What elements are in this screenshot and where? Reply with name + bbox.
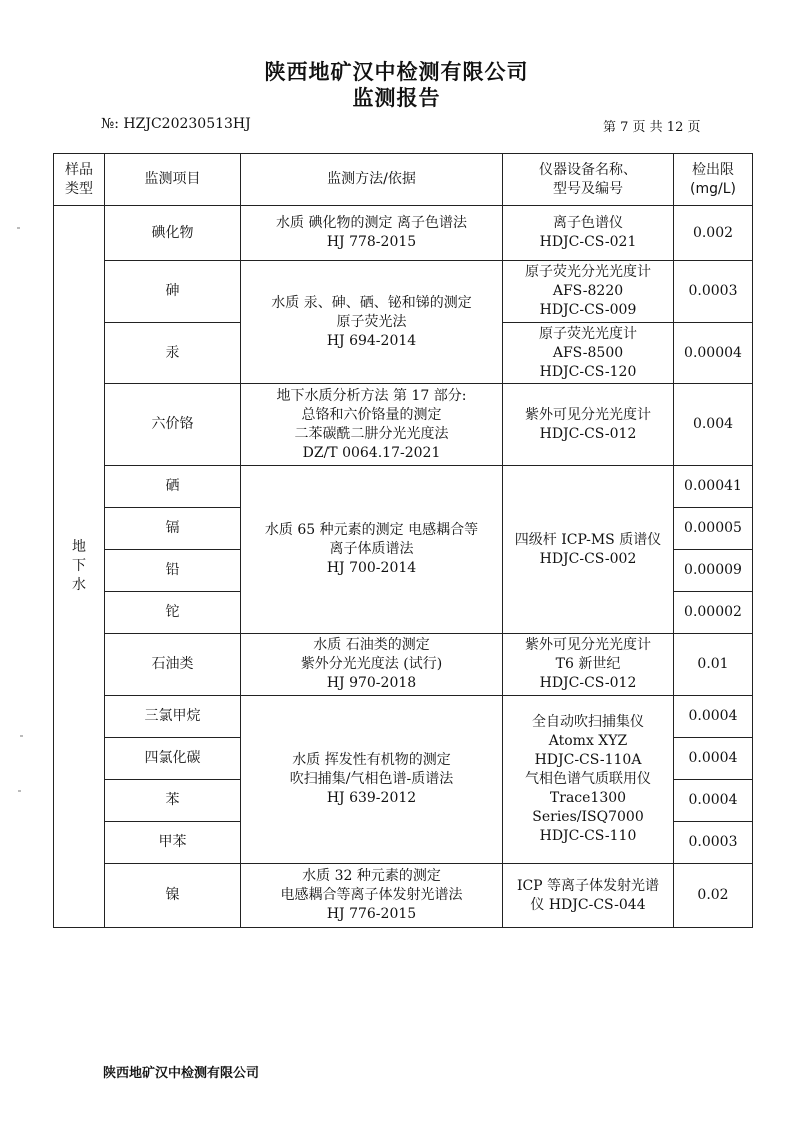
header-instrument: 仪器设备名称、 型号及编号 bbox=[503, 154, 674, 206]
instrument-cell: 全自动吹扫捕集仪 Atomx XYZ HDJC-CS-110A 气相色谱气质联用仪 Trace1300 Series/ISQ7000 HDJC-CS-110 bbox=[503, 696, 674, 864]
scan-speck bbox=[18, 790, 21, 792]
limit-cell: 0.00041 bbox=[674, 466, 753, 508]
item-cell: 四氯化碳 bbox=[105, 738, 241, 780]
table-row bbox=[54, 634, 753, 696]
limit-cell: 0.0004 bbox=[674, 780, 753, 822]
item-cell: 砷 bbox=[105, 261, 241, 323]
limit-cell: 0.00002 bbox=[674, 592, 753, 634]
company-title: 陕西地矿汉中检测有限公司 bbox=[264, 60, 529, 84]
instrument-cell: ICP 等离子体发射光谱 仪 HDJC-CS-044 bbox=[503, 864, 674, 928]
method-cell: 水质 32 种元素的测定 电感耦合等离子体发射光谱法 HJ 776-2015 bbox=[241, 864, 503, 928]
instrument-cell: 紫外可见分光光度计 T6 新世纪 HDJC-CS-012 bbox=[503, 634, 674, 696]
limit-cell: 0.002 bbox=[674, 206, 753, 261]
sample-type-label: 地下水 bbox=[72, 539, 86, 593]
item-cell: 苯 bbox=[105, 780, 241, 822]
item-cell: 三氯甲烷 bbox=[105, 696, 241, 738]
item-cell: 六价铬 bbox=[105, 384, 241, 466]
instrument-cell: 四级杆 ICP-MS 质谱仪 HDJC-CS-002 bbox=[503, 466, 674, 634]
method-cell: 水质 碘化物的测定 离子色谱法 HJ 778-2015 bbox=[241, 206, 503, 261]
table-row bbox=[54, 261, 753, 323]
instrument-cell: 离子色谱仪 HDJC-CS-021 bbox=[503, 206, 674, 261]
item-cell: 硒 bbox=[105, 466, 241, 508]
instrument-cell: 紫外可见分光光度计 HDJC-CS-012 bbox=[503, 384, 674, 466]
item-cell: 石油类 bbox=[105, 634, 241, 696]
scan-speck bbox=[17, 227, 20, 229]
method-cell: 水质 汞、砷、硒、铋和锑的测定 原子荧光法 HJ 694-2014 bbox=[241, 261, 503, 384]
page-indicator: 第 7 页 共 12 页 bbox=[603, 120, 701, 135]
table-row bbox=[54, 696, 753, 738]
limit-cell: 0.0003 bbox=[674, 261, 753, 323]
table-row bbox=[54, 384, 753, 466]
sample-type-cell bbox=[54, 206, 105, 928]
report-title: 监测报告 bbox=[352, 86, 441, 110]
item-cell: 铊 bbox=[105, 592, 241, 634]
table-row bbox=[54, 466, 753, 508]
limit-cell: 0.00009 bbox=[674, 550, 753, 592]
item-cell: 镉 bbox=[105, 508, 241, 550]
footer-company: 陕西地矿汉中检测有限公司 bbox=[103, 1066, 260, 1081]
table-row bbox=[54, 206, 753, 261]
header-item: 监测项目 bbox=[105, 154, 241, 206]
method-cell: 地下水质分析方法 第 17 部分: 总铬和六价铬量的测定 二苯碳酰二肼分光光度法 DZ/T 0064.17-2021 bbox=[241, 384, 503, 466]
method-cell: 水质 石油类的测定 紫外分光光度法 (试行) HJ 970-2018 bbox=[241, 634, 503, 696]
item-cell: 甲苯 bbox=[105, 822, 241, 864]
limit-cell: 0.00005 bbox=[674, 508, 753, 550]
limit-cell: 0.00004 bbox=[674, 323, 753, 384]
table-header-row bbox=[54, 154, 753, 206]
limit-cell: 0.0003 bbox=[674, 822, 753, 864]
item-cell: 铅 bbox=[105, 550, 241, 592]
instrument-cell: 原子荧光光度计 AFS-8500 HDJC-CS-120 bbox=[503, 323, 674, 384]
limit-cell: 0.0004 bbox=[674, 696, 753, 738]
method-cell: 水质 挥发性有机物的测定 吹扫捕集/气相色谱-质谱法 HJ 639-2012 bbox=[241, 696, 503, 864]
item-cell: 汞 bbox=[105, 323, 241, 384]
report-number: №: HZJC20230513HJ bbox=[101, 116, 251, 132]
limit-cell: 0.01 bbox=[674, 634, 753, 696]
table-row bbox=[54, 864, 753, 928]
limit-cell: 0.004 bbox=[674, 384, 753, 466]
limit-cell: 0.0004 bbox=[674, 738, 753, 780]
header-sample-type: 样品 类型 bbox=[54, 154, 105, 206]
scan-speck bbox=[20, 735, 23, 737]
limit-cell: 0.02 bbox=[674, 864, 753, 928]
instrument-cell: 原子荧光分光光度计 AFS-8220 HDJC-CS-009 bbox=[503, 261, 674, 323]
method-cell: 水质 65 种元素的测定 电感耦合等 离子体质谱法 HJ 700-2014 bbox=[241, 466, 503, 634]
header-detection-limit: 检出限 (mg/L) bbox=[674, 154, 753, 206]
monitoring-methods-table bbox=[53, 153, 753, 928]
item-cell: 碘化物 bbox=[105, 206, 241, 261]
header-method: 监测方法/依据 bbox=[241, 154, 503, 206]
item-cell: 镍 bbox=[105, 864, 241, 928]
